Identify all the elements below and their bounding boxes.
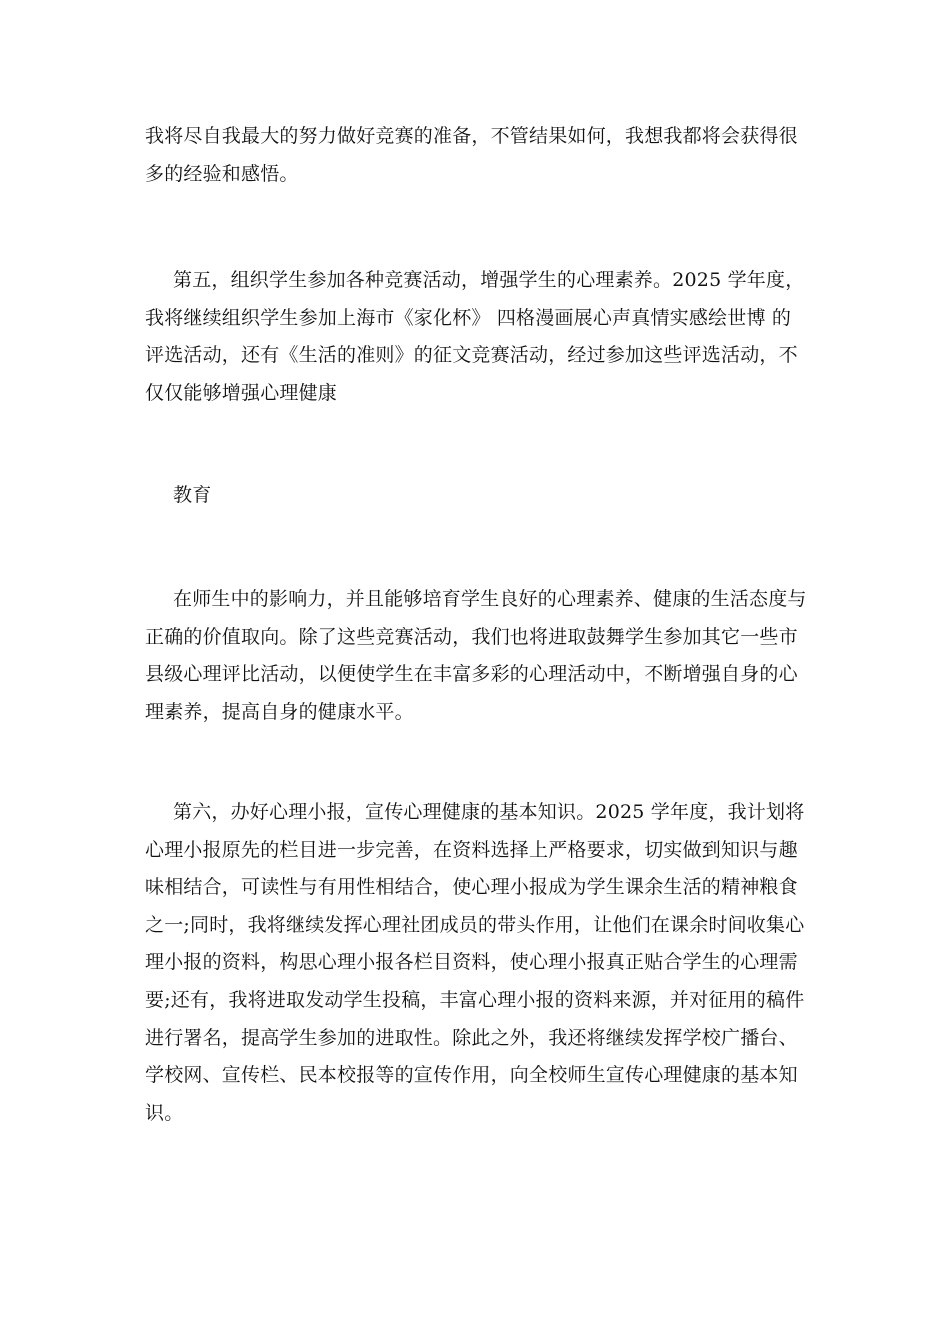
paragraph-competition-preparation (145, 118, 805, 193)
paragraph-fifth-point (145, 262, 805, 412)
text-line: 评选活动，还有《生活的准则》的征文竞赛活动，经过参加这些评选活动，不 (145, 344, 798, 367)
text-line: 多的经验和感悟。 (145, 162, 299, 185)
text-line: 正确的价值取向。除了这些竞赛活动，我们也将进取鼓舞学生参加其它一些市 (145, 625, 798, 648)
text-line: 在师生中的影响力，并且能够培育学生良好的心理素养、健康的生活态度与 (173, 588, 807, 610)
text-line: 理素养，提高自身的健康水平。 (145, 700, 414, 723)
text-line: 县级心理评比活动，以便使学生在丰富多彩的心理活动中，不断增强自身的心 (145, 663, 798, 686)
text-line: 教育 (173, 484, 212, 506)
text-line: 仅仅能够增强心理健康 (145, 381, 338, 404)
text-line: 学校网、宣传栏、民本校报等的宣传作用，向全校师生宣传心理健康的基本知 (145, 1064, 798, 1087)
paragraph-sixth-point (145, 794, 805, 1132)
text-line: 第五，组织学生参加各种竞赛活动，增强学生的心理素养。2025 学年度， (173, 269, 805, 291)
text-line: 我将尽自我最大的努力做好竞赛的准备，不管结果如何，我想我都将会获得很 (145, 125, 798, 147)
text-line: 我将继续组织学生参加上海市《家化杯》 四格漫画展心声真情实感绘世博 的 (145, 306, 792, 329)
text-line: 要;还有，我将进取发动学生投稿，丰富心理小报的资料来源，并对征用的稿件 (145, 988, 805, 1011)
text-line: 进行署名，提高学生参加的进取性。除此之外，我还将继续发挥学校广播台、 (145, 1026, 798, 1049)
paragraph-education-fragment (145, 477, 805, 515)
paragraph-influence (145, 581, 805, 731)
text-line: 心理小报原先的栏目进一步完善，在资料选择上严格要求，切实做到知识与趣 (145, 838, 798, 861)
text-line: 理小报的资料，构思心理小报各栏目资料，使心理小报真正贴合学生的心理需 (145, 951, 798, 974)
text-line: 味相结合，可读性与有用性相结合，使心理小报成为学生课余生活的精神粮食 (145, 876, 798, 899)
text-line: 识。 (145, 1101, 184, 1124)
text-line: 之一;同时，我将继续发挥心理社团成员的带头作用，让他们在课余时间收集心 (145, 913, 805, 936)
text-line: 第六，办好心理小报，宣传心理健康的基本知识。2025 学年度，我计划将 (173, 801, 805, 823)
